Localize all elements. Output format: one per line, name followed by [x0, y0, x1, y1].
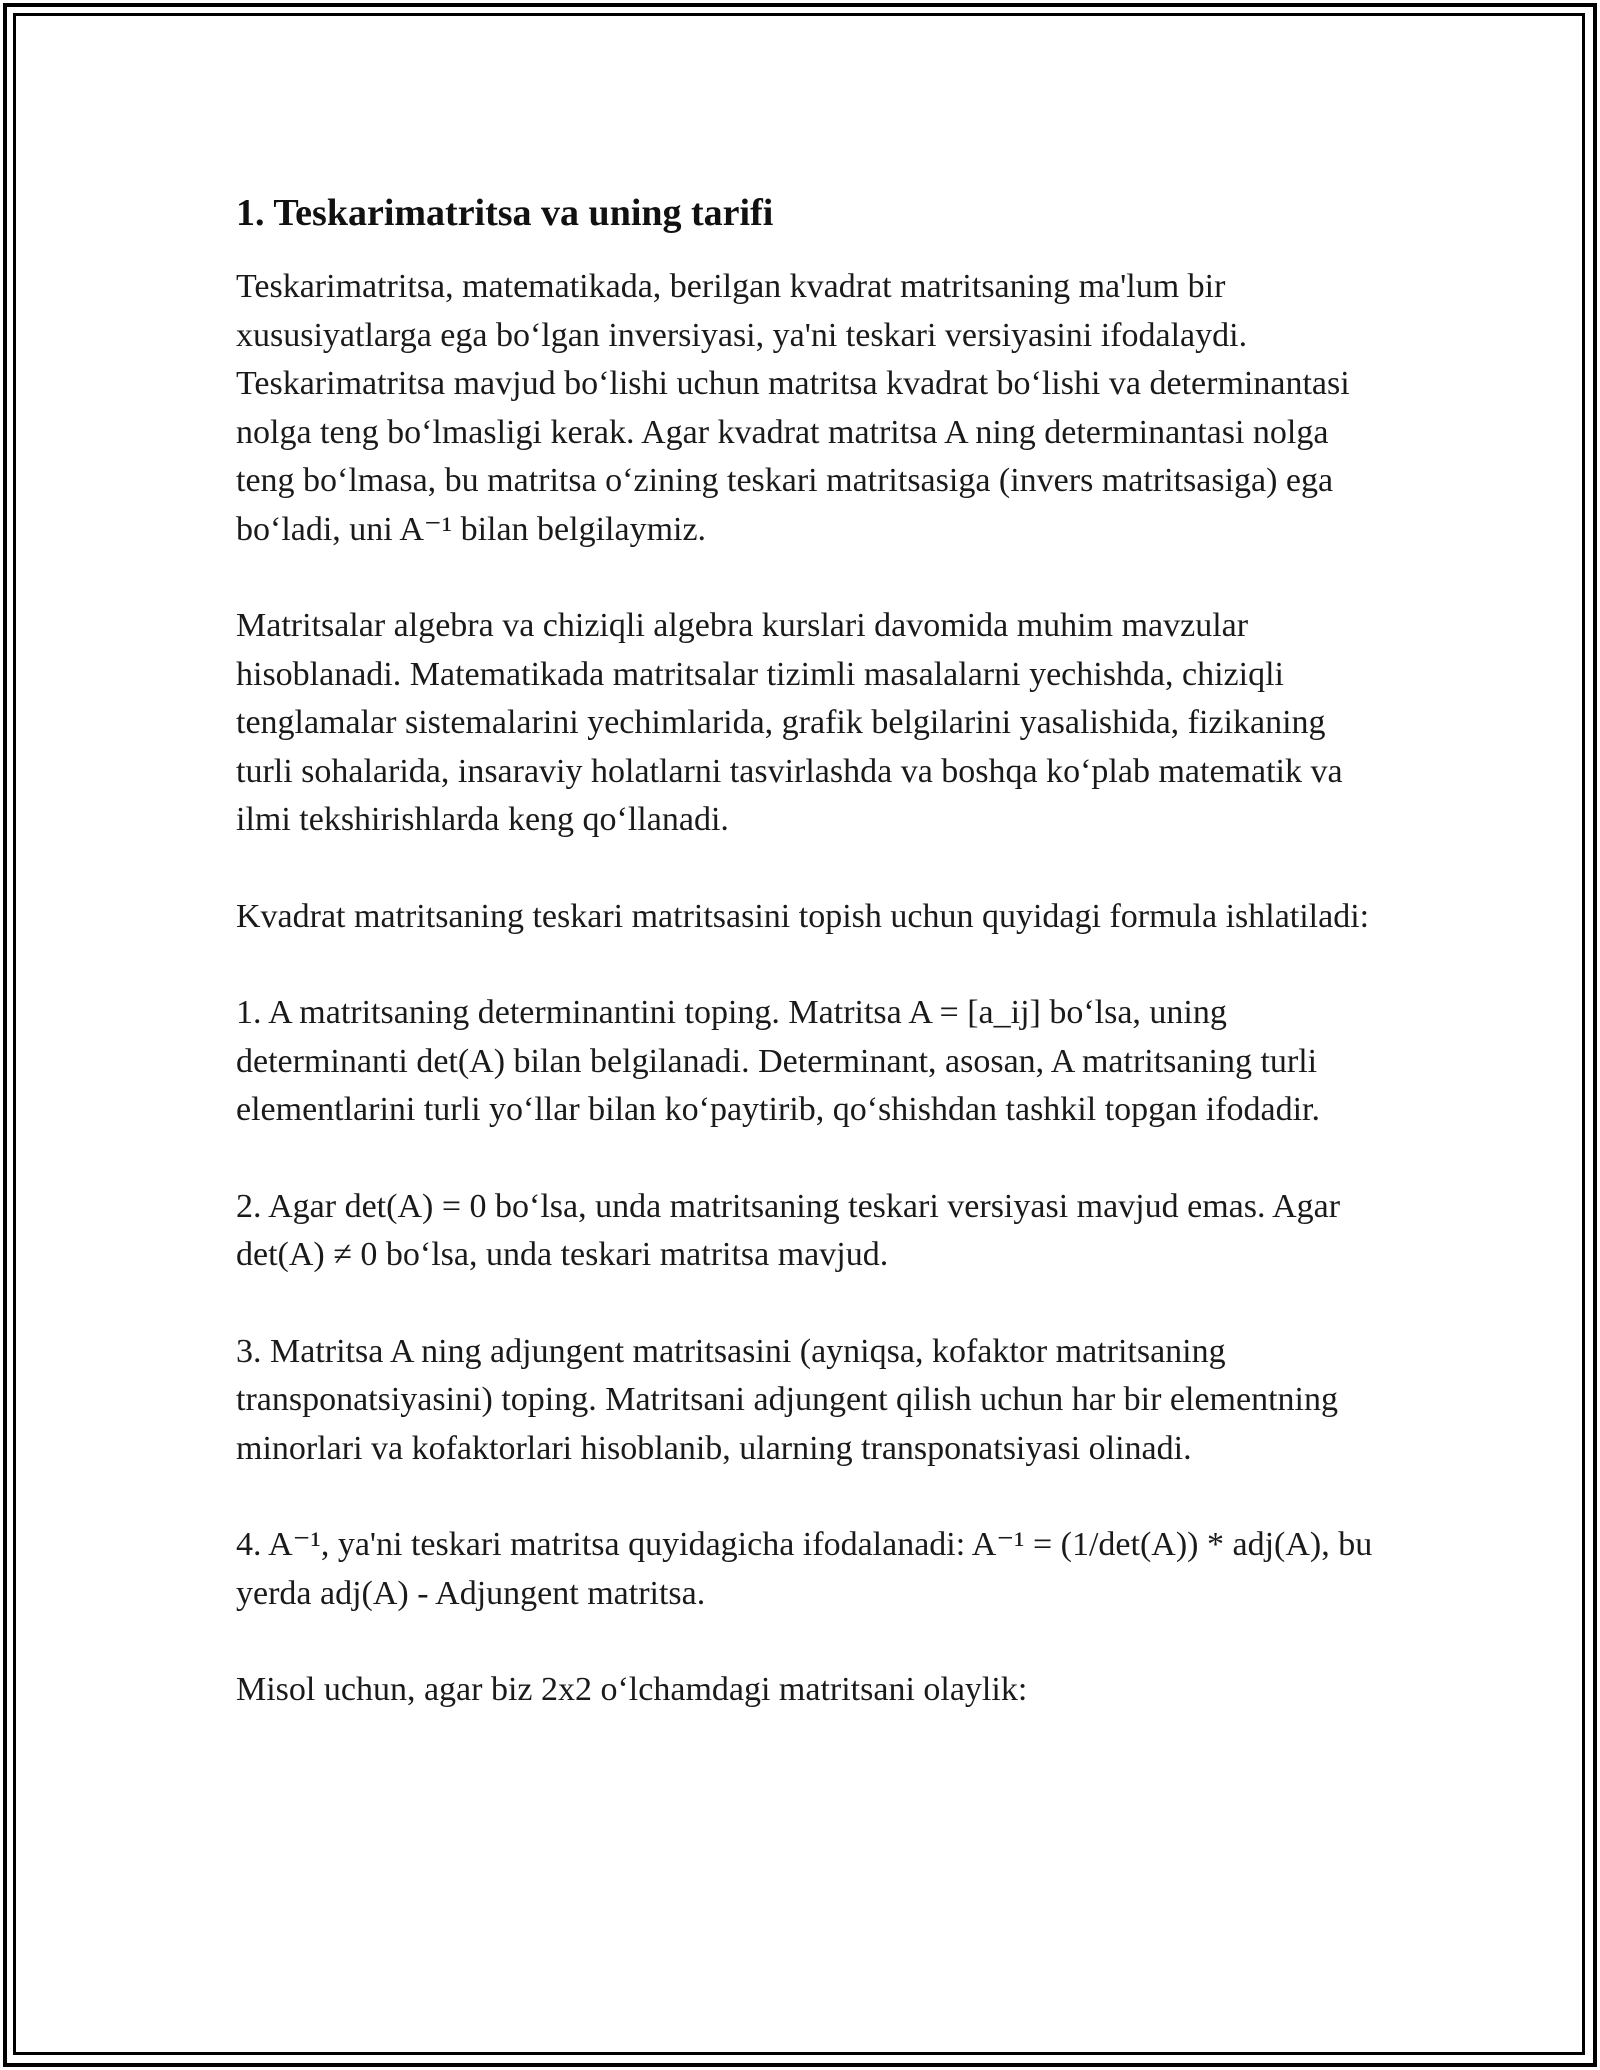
paragraph-example-intro: Misol uchun, agar biz 2x2 o‘lchamdagi matritsani olaylik: — [236, 1671, 1028, 1708]
step-3-adjugate: 3. Matritsa A ning adjungent matritsasini (ayniqsa, kofaktor matritsaning transponatsiyasini) toping. Matritsani adjungent qilish uchun har bir elementning minorlari va kofaktorlari hisoblanib, ularning transponatsiyasi olinadi. — [236, 1332, 1338, 1467]
paragraph-formula-intro: Kvadrat matritsaning teskari matritsasini topish uchun quyidagi formula ishlatiladi: — [236, 897, 1370, 935]
document-body — [236, 188, 1376, 1763]
step-4-inverse-formula: 4. A⁻¹, ya'ni teskari matritsa quyidagicha ifodalanadi: A⁻¹ = (1/det(A)) * adj(A), bu yerda adj(A) - Adjungent matritsa. — [236, 1526, 1373, 1612]
step-1-determinant: 1. A matritsaning determinantini toping. Matritsa A = [a_ij] bo‘lsa, uning determinanti det(A) bilan belgilanadi. Determinant, asosan, A matritsaning turli elementlarini turli yo‘llar bilan ko‘paytirib, qo‘shishdan tashkil topgan ifodadir. — [236, 994, 1320, 1128]
section-heading: 1. Teskarimatritsa va uning tarifi — [236, 192, 774, 234]
step-2-existence: 2. Agar det(A) = 0 bo‘lsa, unda matritsaning teskari versiyasi mavjud emas. Agar det(A) ≠ 0 bo‘lsa, unda teskari matritsa mavjud. — [236, 1187, 1341, 1273]
paragraph-applications: Matritsalar algebra va chiziqli algebra kurslari davomida muhim mavzular hisoblanadi. Matematikada matritsalar tizimli masalalarni yechishda, chiziqli tenglamalar sistemalarini yechimlarida, grafik belgilarini yasalishida, fizikaning turli sohalarida, insaraviy holatlarni tasvirlashda va boshqa ko‘plab matematik va ilmi tekshirishlarda keng qo‘llanadi. — [236, 607, 1343, 838]
paragraph-definition: Teskarimatritsa, matematikada, berilgan kvadrat matritsaning ma'lum bir xususiyatlarga ega bo‘lgan inversiyasi, ya'ni teskari versiyasini ifodalaydi. Teskarimatritsa mavjud bo‘lishi uchun matritsa kvadrat bo‘lishi va determinantasi nolga teng bo‘lmasligi kerak. Agar kvadrat matritsa A ning determinantasi nolga teng bo‘lmasa, bu matritsa o‘zining teskari matritsasiga (invers matritsasiga) ega bo‘ladi, uni A⁻¹ bilan belgilaymiz. — [236, 268, 1350, 548]
